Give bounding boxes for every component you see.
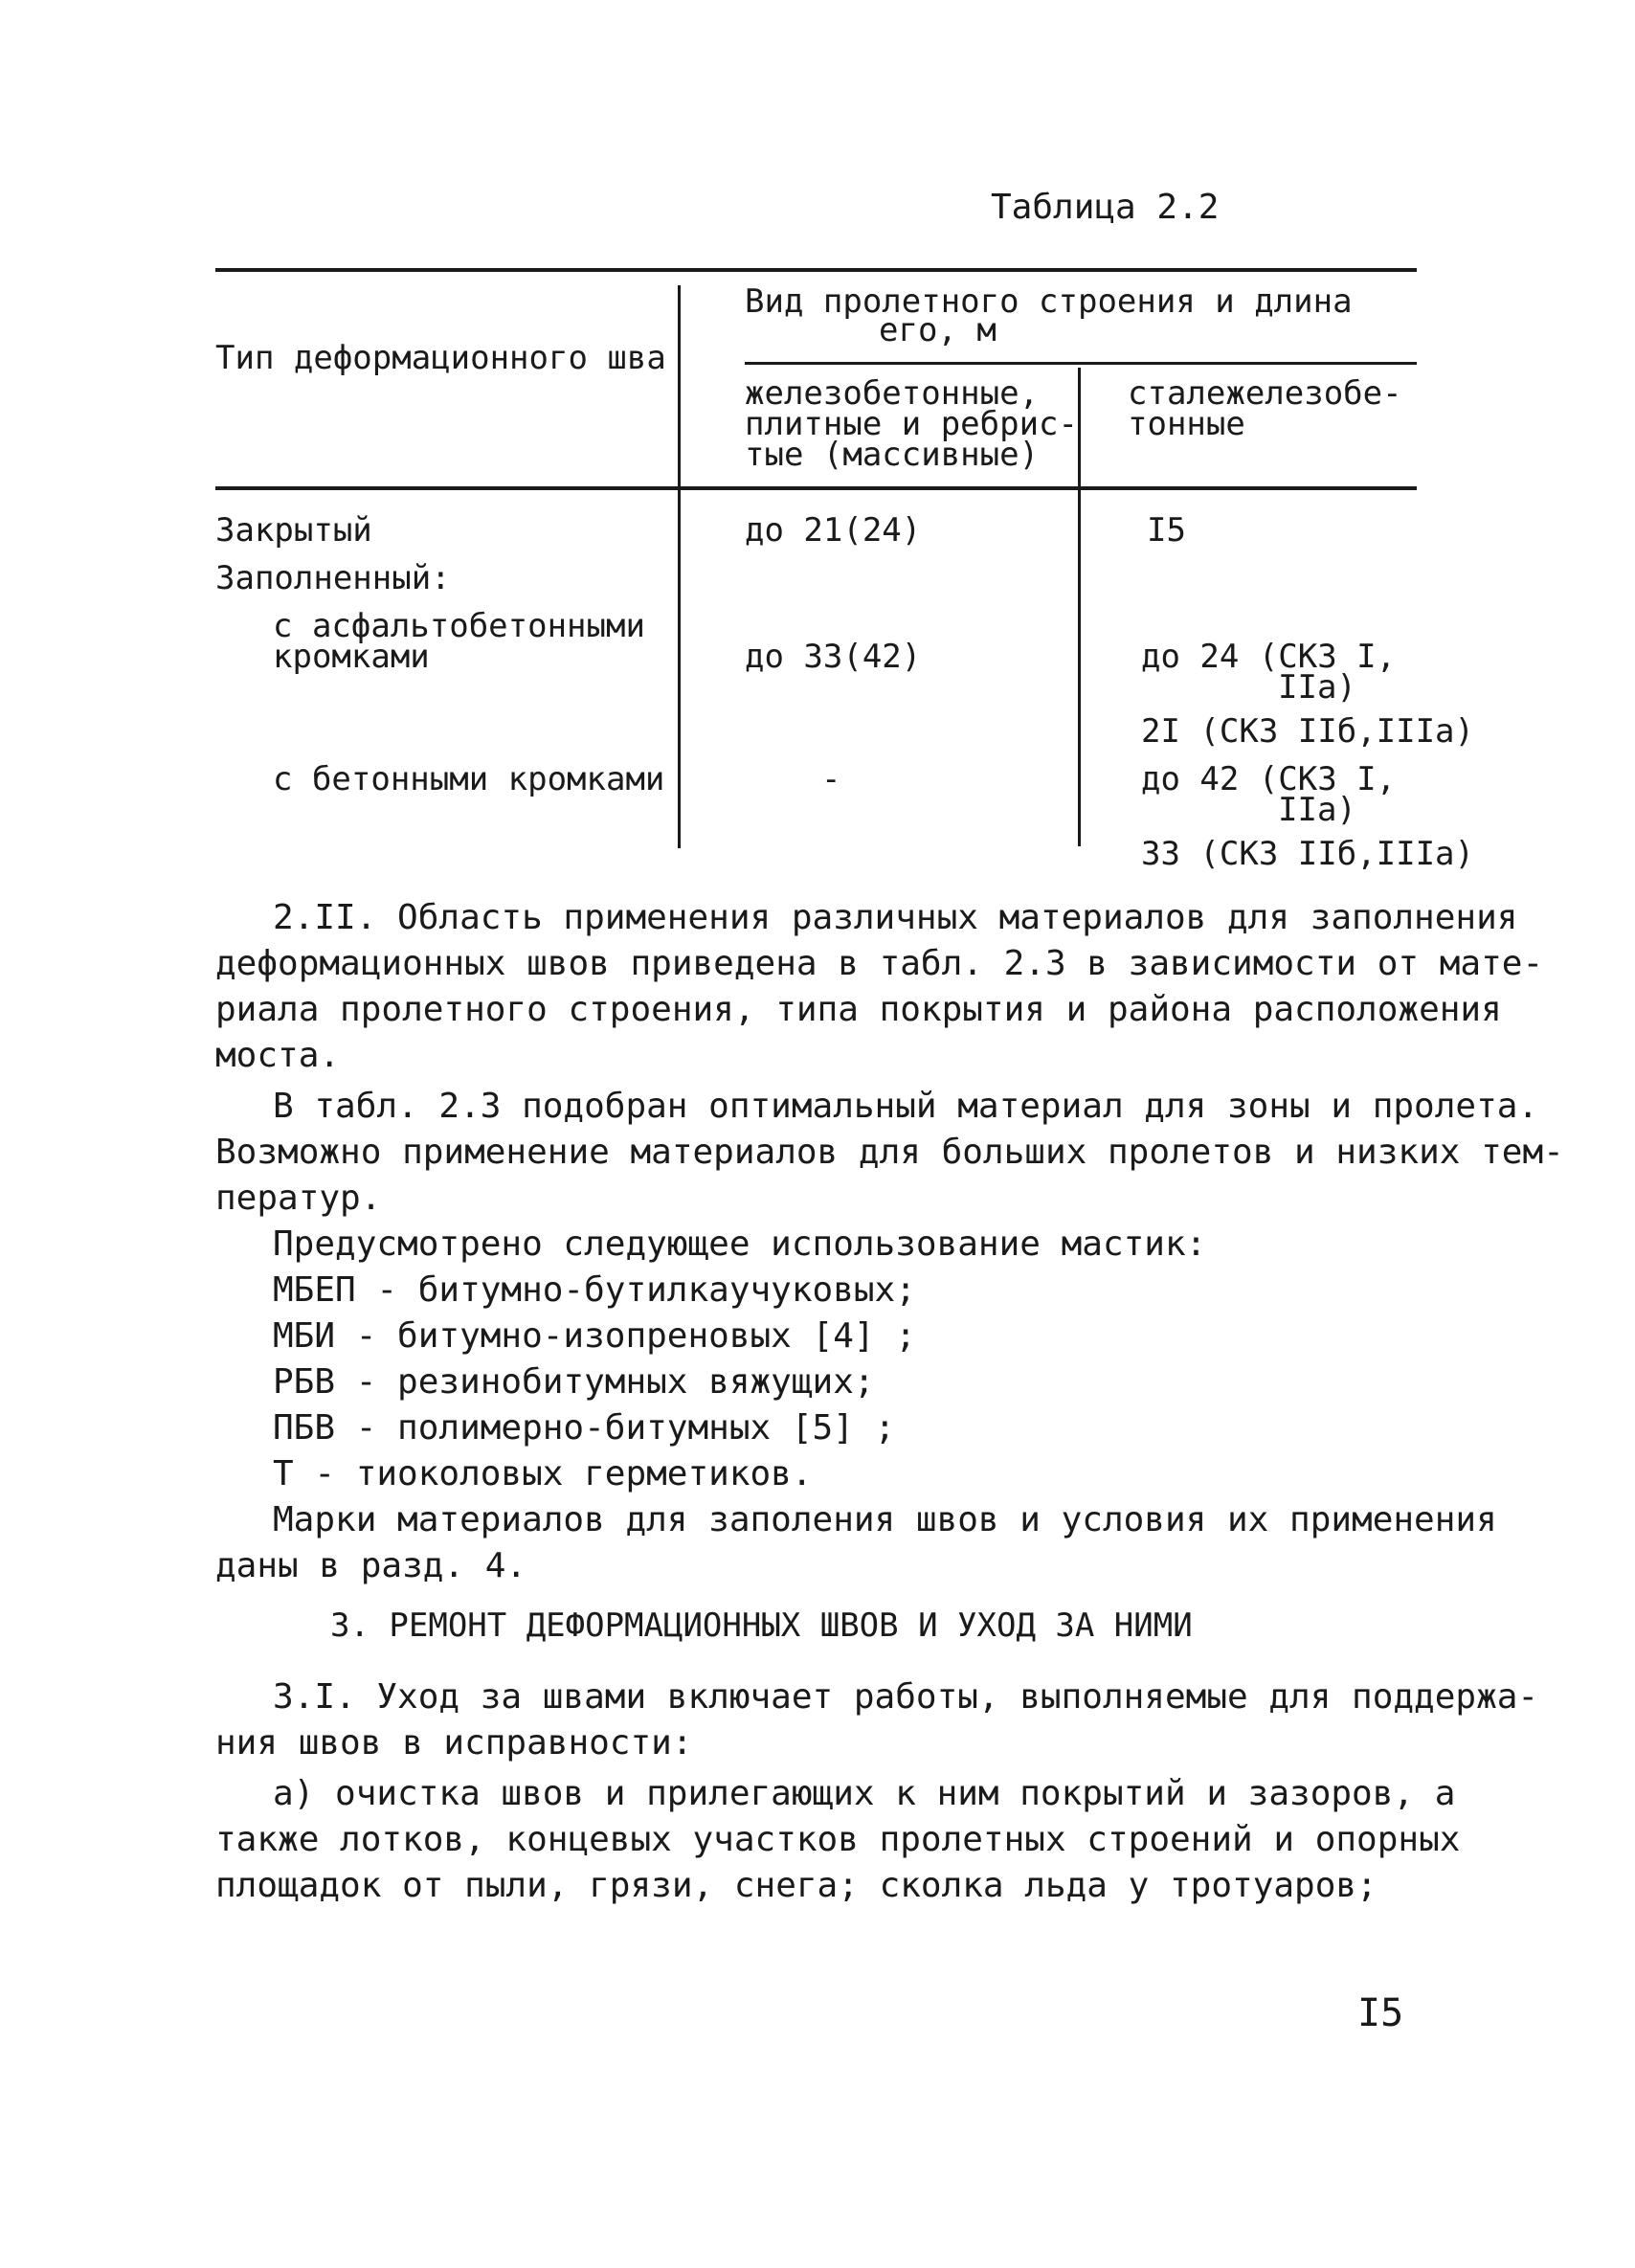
subheader-rc-line1: железобетонные, [745, 374, 1040, 413]
para-2-11-line1: 2.II. Область применения различных материалов для заполнения [273, 898, 1518, 937]
list-a-line1: а) очистка швов и прилегающих к ним покрытий и зазоров, а [273, 1774, 1456, 1813]
table-col-divider-2 [1078, 368, 1081, 846]
subheader-rc-line3: тые (массивные) [745, 436, 1040, 474]
para-2-11-line3: риала пролетного строения, типа покрытия и района расположения [215, 990, 1502, 1029]
row-closed-rc: до 21(24) [745, 511, 922, 550]
list-a-line2: также лотков, концевых участков пролетных строений и опорных [215, 1820, 1461, 1859]
subheader-rc-line2: плитные и ребрис- [745, 405, 1078, 443]
page-number: I5 [1357, 1991, 1404, 2035]
row-concrete-steel-a-line1: до 42 (СКЗ I, [1141, 760, 1397, 798]
row-asphalt-steel-a-line1: до 24 (СКЗ I, [1141, 638, 1397, 676]
row-asphalt-type-line2: кромками [273, 638, 430, 676]
table-col-divider-1 [678, 285, 681, 848]
list-a-line3: площадок от пыли, грязи, снега; сколка льда у тротуаров; [215, 1866, 1377, 1905]
row-closed-type: Закрытый [215, 511, 372, 550]
para-materials-line2: даны в разд. 4. [215, 1546, 527, 1585]
subheader-steel-line1: сталежелезобе- [1128, 374, 1402, 413]
para-3-1-line1: 3.I. Уход за швами включает работы, выполняемые для поддержа- [273, 1677, 1539, 1717]
para-materials-line1: Марки материалов для заполения швов и условия их применения [273, 1500, 1497, 1539]
table-header-bottom-rule [215, 486, 1417, 490]
mastic-item: Т - тиоколовых герметиков. [273, 1454, 813, 1493]
row-concrete-rc: - [821, 760, 841, 798]
table-caption: Таблица 2.2 [991, 188, 1220, 227]
table-top-rule [215, 268, 1417, 272]
col-header-type: Тип деформационного шва [215, 339, 666, 377]
subheader-steel-line2: тонные [1128, 405, 1245, 443]
section-heading: 3. РЕМОНТ ДЕФОРМАЦИОННЫХ ШВОВ И УХОД ЗА НИМИ [330, 1606, 1193, 1645]
row-filled-type: Заполненный: [215, 559, 451, 597]
group-header-line1: Вид пролетного строения и длина [745, 282, 1353, 321]
row-concrete-steel-b: 33 (СКЗ IIб,IIIа) [1141, 835, 1474, 873]
para-table-2-3-line1: В табл. 2.3 подобран оптимальный материал для зоны и пролета. [273, 1087, 1539, 1126]
para-mastics-intro: Предусмотрено следующее использование мастик: [273, 1224, 1207, 1264]
mastic-item: МБИ - битумно-изопреновых [4] ; [273, 1316, 916, 1356]
para-2-11-line2: деформационных швов приведена в табл. 2.3 в зависимости от мате- [215, 944, 1544, 983]
para-3-1-line2: ния швов в исправности: [215, 1723, 693, 1763]
mastic-item: МБЕП - битумно-бутилкаучуковых; [273, 1270, 916, 1310]
row-closed-steel: I5 [1147, 511, 1186, 550]
mastic-item: РБВ - резинобитумных вяжущих; [273, 1362, 875, 1402]
mastic-item: ПБВ - полимерно-битумных [5] ; [273, 1408, 896, 1448]
row-asphalt-type-line1: с асфальтобетонными [273, 607, 645, 645]
row-asphalt-steel-a-line2: IIа) [1278, 668, 1356, 707]
para-2-11-line4: моста. [215, 1036, 341, 1075]
group-header-line2: его, м [879, 311, 997, 349]
row-asphalt-rc: до 33(42) [745, 638, 922, 676]
row-concrete-type: с бетонными кромками [273, 760, 665, 798]
table-group-rule [745, 362, 1417, 365]
para-table-2-3-line3: ператур. [215, 1179, 382, 1218]
row-asphalt-steel-b: 2I (СКЗ IIб,IIIа) [1141, 712, 1474, 751]
para-table-2-3-line2: Возможно применение материалов для больших пролетов и низких тем- [215, 1133, 1564, 1172]
row-concrete-steel-a-line2: IIа) [1278, 791, 1356, 829]
